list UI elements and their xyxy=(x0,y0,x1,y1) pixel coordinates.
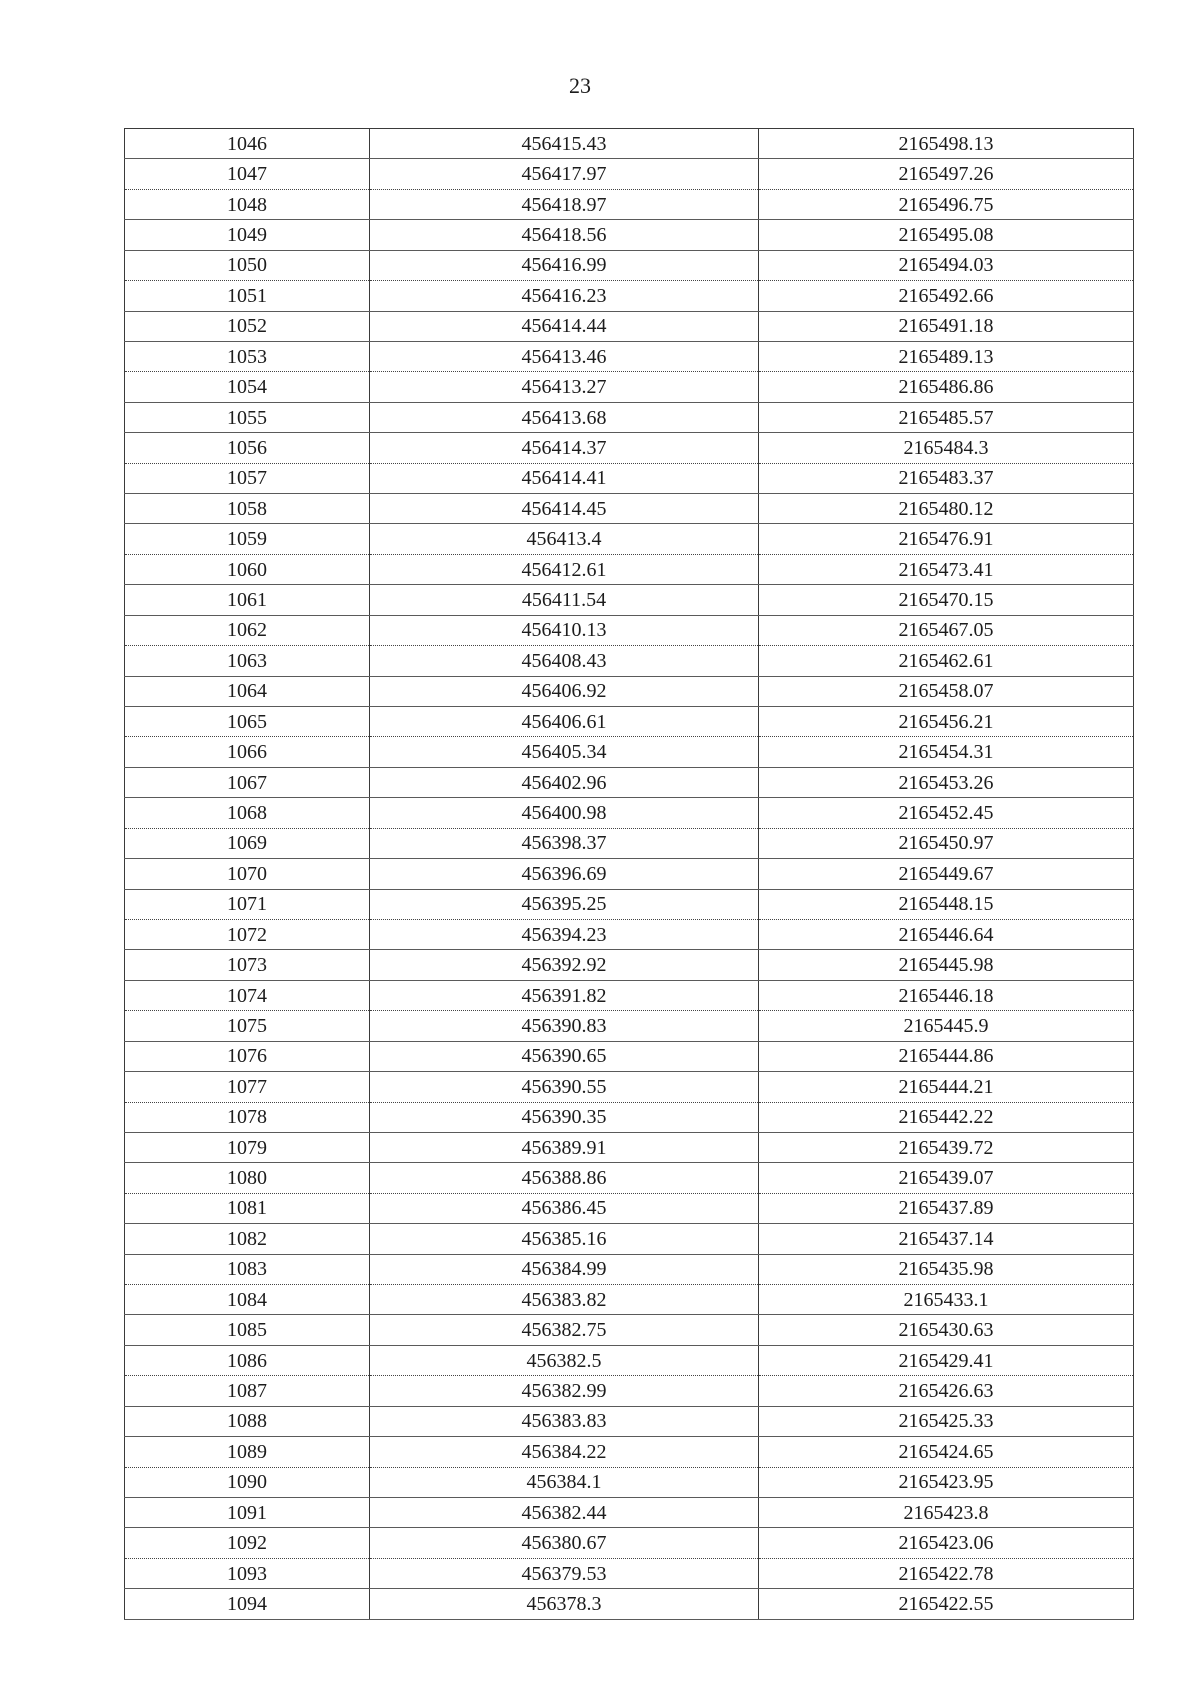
y-coordinate-cell: 2165422.78 xyxy=(759,1558,1134,1588)
y-coordinate-cell: 2165439.72 xyxy=(759,1132,1134,1162)
table-row xyxy=(125,554,1134,584)
table-row xyxy=(125,341,1134,371)
table-row xyxy=(125,646,1134,676)
x-coordinate-cell: 456414.41 xyxy=(370,463,759,493)
y-coordinate-cell: 2165470.15 xyxy=(759,585,1134,615)
point-number-cell: 1064 xyxy=(125,676,370,706)
point-number-cell: 1061 xyxy=(125,585,370,615)
table-row xyxy=(125,585,1134,615)
point-number-cell: 1053 xyxy=(125,341,370,371)
point-number-cell: 1072 xyxy=(125,919,370,949)
table-row xyxy=(125,463,1134,493)
x-coordinate-cell: 456418.97 xyxy=(370,189,759,219)
y-coordinate-cell: 2165450.97 xyxy=(759,828,1134,858)
table-row xyxy=(125,798,1134,828)
table-row xyxy=(125,1072,1134,1102)
y-coordinate-cell: 2165491.18 xyxy=(759,311,1134,341)
point-number-cell: 1083 xyxy=(125,1254,370,1284)
y-coordinate-cell: 2165444.86 xyxy=(759,1041,1134,1071)
x-coordinate-cell: 456413.27 xyxy=(370,372,759,402)
y-coordinate-cell: 2165476.91 xyxy=(759,524,1134,554)
x-coordinate-cell: 456391.82 xyxy=(370,980,759,1010)
point-number-cell: 1086 xyxy=(125,1345,370,1375)
table-row xyxy=(125,1558,1134,1588)
table-row xyxy=(125,1193,1134,1223)
x-coordinate-cell: 456384.1 xyxy=(370,1467,759,1497)
point-number-cell: 1078 xyxy=(125,1102,370,1132)
x-coordinate-cell: 456383.83 xyxy=(370,1406,759,1436)
point-number-cell: 1082 xyxy=(125,1224,370,1254)
table-row xyxy=(125,615,1134,645)
x-coordinate-cell: 456390.83 xyxy=(370,1011,759,1041)
point-number-cell: 1062 xyxy=(125,615,370,645)
y-coordinate-cell: 2165423.06 xyxy=(759,1528,1134,1558)
point-number-cell: 1092 xyxy=(125,1528,370,1558)
x-coordinate-cell: 456385.16 xyxy=(370,1224,759,1254)
x-coordinate-cell: 456411.54 xyxy=(370,585,759,615)
y-coordinate-cell: 2165498.13 xyxy=(759,129,1134,159)
x-coordinate-cell: 456418.56 xyxy=(370,220,759,250)
y-coordinate-cell: 2165480.12 xyxy=(759,494,1134,524)
table-row xyxy=(125,889,1134,919)
table-row xyxy=(125,220,1134,250)
point-number-cell: 1089 xyxy=(125,1437,370,1467)
y-coordinate-cell: 2165444.21 xyxy=(759,1072,1134,1102)
table-row xyxy=(125,1254,1134,1284)
point-number-cell: 1050 xyxy=(125,250,370,280)
x-coordinate-cell: 456417.97 xyxy=(370,159,759,189)
table-row xyxy=(125,281,1134,311)
point-number-cell: 1077 xyxy=(125,1072,370,1102)
y-coordinate-cell: 2165445.98 xyxy=(759,950,1134,980)
y-coordinate-cell: 2165485.57 xyxy=(759,402,1134,432)
y-coordinate-cell: 2165473.41 xyxy=(759,554,1134,584)
x-coordinate-cell: 456414.45 xyxy=(370,494,759,524)
y-coordinate-cell: 2165467.05 xyxy=(759,615,1134,645)
x-coordinate-cell: 456414.44 xyxy=(370,311,759,341)
point-number-cell: 1066 xyxy=(125,737,370,767)
y-coordinate-cell: 2165462.61 xyxy=(759,646,1134,676)
table-row xyxy=(125,250,1134,280)
table-row xyxy=(125,1132,1134,1162)
point-number-cell: 1048 xyxy=(125,189,370,219)
x-coordinate-cell: 456382.5 xyxy=(370,1345,759,1375)
x-coordinate-cell: 456415.43 xyxy=(370,129,759,159)
y-coordinate-cell: 2165437.14 xyxy=(759,1224,1134,1254)
point-number-cell: 1094 xyxy=(125,1589,370,1619)
x-coordinate-cell: 456394.23 xyxy=(370,919,759,949)
point-number-cell: 1056 xyxy=(125,433,370,463)
x-coordinate-cell: 456384.99 xyxy=(370,1254,759,1284)
x-coordinate-cell: 456414.37 xyxy=(370,433,759,463)
x-coordinate-cell: 456390.55 xyxy=(370,1072,759,1102)
point-number-cell: 1054 xyxy=(125,372,370,402)
x-coordinate-cell: 456390.35 xyxy=(370,1102,759,1132)
x-coordinate-cell: 456406.92 xyxy=(370,676,759,706)
y-coordinate-cell: 2165446.18 xyxy=(759,980,1134,1010)
table-row xyxy=(125,1437,1134,1467)
y-coordinate-cell: 2165423.8 xyxy=(759,1497,1134,1527)
point-number-cell: 1063 xyxy=(125,646,370,676)
point-number-cell: 1085 xyxy=(125,1315,370,1345)
y-coordinate-cell: 2165453.26 xyxy=(759,767,1134,797)
y-coordinate-cell: 2165483.37 xyxy=(759,463,1134,493)
x-coordinate-cell: 456384.22 xyxy=(370,1437,759,1467)
table-row xyxy=(125,402,1134,432)
y-coordinate-cell: 2165426.63 xyxy=(759,1376,1134,1406)
x-coordinate-cell: 456386.45 xyxy=(370,1193,759,1223)
point-number-cell: 1076 xyxy=(125,1041,370,1071)
y-coordinate-cell: 2165435.98 xyxy=(759,1254,1134,1284)
x-coordinate-cell: 456388.86 xyxy=(370,1163,759,1193)
x-coordinate-cell: 456380.67 xyxy=(370,1528,759,1558)
table-row xyxy=(125,1041,1134,1071)
table-row xyxy=(125,129,1134,159)
x-coordinate-cell: 456402.96 xyxy=(370,767,759,797)
x-coordinate-cell: 456382.75 xyxy=(370,1315,759,1345)
point-number-cell: 1070 xyxy=(125,859,370,889)
table-row xyxy=(125,1315,1134,1345)
x-coordinate-cell: 456379.53 xyxy=(370,1558,759,1588)
x-coordinate-cell: 456413.4 xyxy=(370,524,759,554)
table-row xyxy=(125,707,1134,737)
y-coordinate-cell: 2165492.66 xyxy=(759,281,1134,311)
x-coordinate-cell: 456390.65 xyxy=(370,1041,759,1071)
x-coordinate-cell: 456382.44 xyxy=(370,1497,759,1527)
y-coordinate-cell: 2165489.13 xyxy=(759,341,1134,371)
point-number-cell: 1057 xyxy=(125,463,370,493)
table-row xyxy=(125,859,1134,889)
table-row xyxy=(125,159,1134,189)
point-number-cell: 1058 xyxy=(125,494,370,524)
x-coordinate-cell: 456410.13 xyxy=(370,615,759,645)
x-coordinate-cell: 456416.23 xyxy=(370,281,759,311)
point-number-cell: 1087 xyxy=(125,1376,370,1406)
y-coordinate-cell: 2165496.75 xyxy=(759,189,1134,219)
y-coordinate-cell: 2165425.33 xyxy=(759,1406,1134,1436)
table-row xyxy=(125,311,1134,341)
point-number-cell: 1046 xyxy=(125,129,370,159)
y-coordinate-cell: 2165449.67 xyxy=(759,859,1134,889)
y-coordinate-cell: 2165422.55 xyxy=(759,1589,1134,1619)
y-coordinate-cell: 2165424.65 xyxy=(759,1437,1134,1467)
table-row xyxy=(125,1285,1134,1315)
point-number-cell: 1059 xyxy=(125,524,370,554)
point-number-cell: 1088 xyxy=(125,1406,370,1436)
y-coordinate-cell: 2165430.63 xyxy=(759,1315,1134,1345)
point-number-cell: 1073 xyxy=(125,950,370,980)
table-row xyxy=(125,1345,1134,1375)
x-coordinate-cell: 456389.91 xyxy=(370,1132,759,1162)
point-number-cell: 1075 xyxy=(125,1011,370,1041)
point-number-cell: 1090 xyxy=(125,1467,370,1497)
y-coordinate-cell: 2165494.03 xyxy=(759,250,1134,280)
table-row xyxy=(125,1528,1134,1558)
coordinate-table xyxy=(124,128,1134,1620)
point-number-cell: 1049 xyxy=(125,220,370,250)
table-row xyxy=(125,767,1134,797)
x-coordinate-cell: 456398.37 xyxy=(370,828,759,858)
table-row xyxy=(125,676,1134,706)
table-row xyxy=(125,494,1134,524)
point-number-cell: 1093 xyxy=(125,1558,370,1588)
table-row xyxy=(125,1011,1134,1041)
x-coordinate-cell: 456382.99 xyxy=(370,1376,759,1406)
x-coordinate-cell: 456412.61 xyxy=(370,554,759,584)
point-number-cell: 1071 xyxy=(125,889,370,919)
y-coordinate-cell: 2165429.41 xyxy=(759,1345,1134,1375)
page-number: 23 xyxy=(569,73,591,98)
table-row xyxy=(125,737,1134,767)
x-coordinate-cell: 456406.61 xyxy=(370,707,759,737)
y-coordinate-cell: 2165495.08 xyxy=(759,220,1134,250)
table-row xyxy=(125,950,1134,980)
table-row xyxy=(125,919,1134,949)
x-coordinate-cell: 456413.46 xyxy=(370,341,759,371)
x-coordinate-cell: 456408.43 xyxy=(370,646,759,676)
x-coordinate-cell: 456392.92 xyxy=(370,950,759,980)
table-row xyxy=(125,1497,1134,1527)
point-number-cell: 1055 xyxy=(125,402,370,432)
y-coordinate-cell: 2165484.3 xyxy=(759,433,1134,463)
table-row xyxy=(125,1163,1134,1193)
point-number-cell: 1051 xyxy=(125,281,370,311)
point-number-cell: 1084 xyxy=(125,1285,370,1315)
point-number-cell: 1079 xyxy=(125,1132,370,1162)
x-coordinate-cell: 456378.3 xyxy=(370,1589,759,1619)
point-number-cell: 1047 xyxy=(125,159,370,189)
x-coordinate-cell: 456396.69 xyxy=(370,859,759,889)
y-coordinate-cell: 2165437.89 xyxy=(759,1193,1134,1223)
table-row xyxy=(125,1467,1134,1497)
point-number-cell: 1091 xyxy=(125,1497,370,1527)
y-coordinate-cell: 2165442.22 xyxy=(759,1102,1134,1132)
point-number-cell: 1065 xyxy=(125,707,370,737)
x-coordinate-cell: 456383.82 xyxy=(370,1285,759,1315)
table-row xyxy=(125,1102,1134,1132)
coordinate-table-body xyxy=(125,129,1134,1620)
y-coordinate-cell: 2165448.15 xyxy=(759,889,1134,919)
table-row xyxy=(125,524,1134,554)
y-coordinate-cell: 2165454.31 xyxy=(759,737,1134,767)
y-coordinate-cell: 2165452.45 xyxy=(759,798,1134,828)
x-coordinate-cell: 456395.25 xyxy=(370,889,759,919)
y-coordinate-cell: 2165433.1 xyxy=(759,1285,1134,1315)
point-number-cell: 1068 xyxy=(125,798,370,828)
y-coordinate-cell: 2165458.07 xyxy=(759,676,1134,706)
y-coordinate-cell: 2165446.64 xyxy=(759,919,1134,949)
table-row xyxy=(125,1406,1134,1436)
point-number-cell: 1067 xyxy=(125,767,370,797)
table-row xyxy=(125,1589,1134,1619)
point-number-cell: 1060 xyxy=(125,554,370,584)
y-coordinate-cell: 2165439.07 xyxy=(759,1163,1134,1193)
table-row xyxy=(125,433,1134,463)
y-coordinate-cell: 2165445.9 xyxy=(759,1011,1134,1041)
y-coordinate-cell: 2165497.26 xyxy=(759,159,1134,189)
x-coordinate-cell: 456405.34 xyxy=(370,737,759,767)
table-row xyxy=(125,1376,1134,1406)
point-number-cell: 1081 xyxy=(125,1193,370,1223)
table-row xyxy=(125,828,1134,858)
point-number-cell: 1080 xyxy=(125,1163,370,1193)
x-coordinate-cell: 456416.99 xyxy=(370,250,759,280)
table-row xyxy=(125,980,1134,1010)
y-coordinate-cell: 2165486.86 xyxy=(759,372,1134,402)
table-row xyxy=(125,189,1134,219)
x-coordinate-cell: 456413.68 xyxy=(370,402,759,432)
x-coordinate-cell: 456400.98 xyxy=(370,798,759,828)
point-number-cell: 1069 xyxy=(125,828,370,858)
point-number-cell: 1052 xyxy=(125,311,370,341)
table-row xyxy=(125,372,1134,402)
point-number-cell: 1074 xyxy=(125,980,370,1010)
y-coordinate-cell: 2165423.95 xyxy=(759,1467,1134,1497)
table-row xyxy=(125,1224,1134,1254)
y-coordinate-cell: 2165456.21 xyxy=(759,707,1134,737)
